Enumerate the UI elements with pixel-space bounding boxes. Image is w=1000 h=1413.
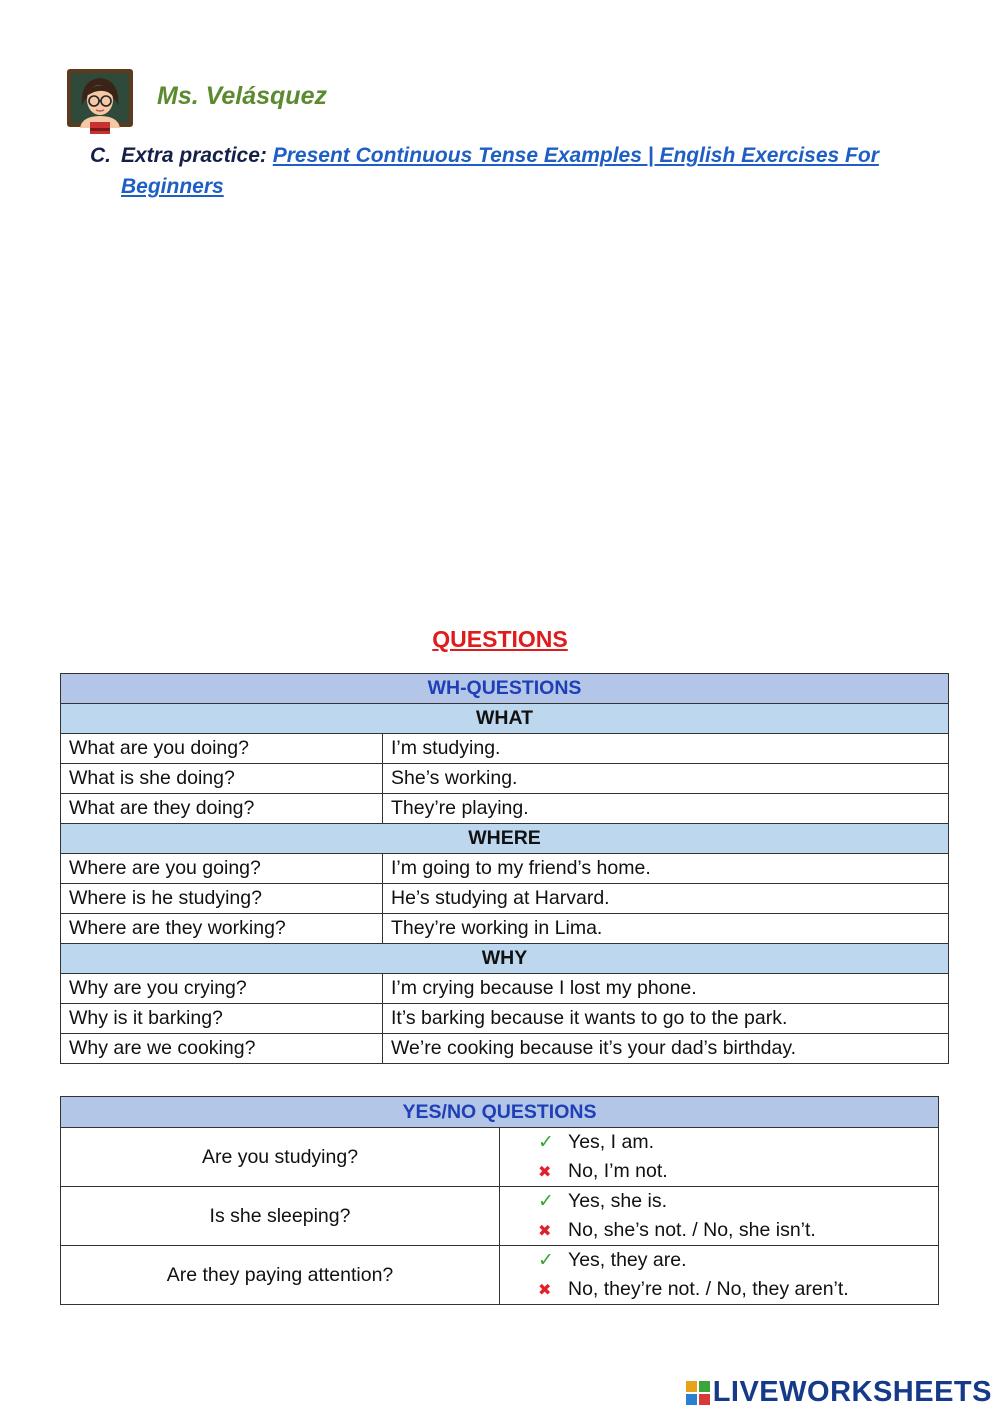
answer-cell: I’m studying.	[383, 734, 949, 764]
liveworksheets-logo	[685, 1376, 992, 1409]
table-row	[61, 794, 949, 824]
wh-table-title: WH-QUESTIONS	[61, 674, 949, 704]
section-heading-why: WHY	[61, 944, 949, 974]
question-cell: What are they doing?	[61, 794, 383, 824]
answer-cell: She’s working.	[383, 764, 949, 794]
question-cell: Where is he studying?	[61, 884, 383, 914]
yes-answer: Yes, they are.	[568, 1249, 687, 1271]
answer-cell: It’s barking because it wants to go to the park.	[383, 1004, 949, 1034]
table-row	[61, 914, 949, 944]
table-row	[61, 1004, 949, 1034]
question-cell: Why are you crying?	[61, 974, 383, 1004]
section-heading-what: WHAT	[61, 704, 949, 734]
yn-table-title: YES/NO QUESTIONS	[61, 1097, 939, 1128]
cross-icon: ✖	[538, 1223, 552, 1240]
answer-cell	[500, 1128, 939, 1187]
table-row	[61, 974, 949, 1004]
question-cell: Are you studying?	[61, 1128, 500, 1187]
logo-text: LIVEWORKSHEETS	[712, 1376, 992, 1408]
yes-answer: Yes, I am.	[568, 1131, 654, 1153]
table-row	[61, 1187, 939, 1246]
answer-cell	[500, 1187, 939, 1246]
answer-cell: I’m crying because I lost my phone.	[383, 974, 949, 1004]
question-cell: Are they paying attention?	[61, 1246, 500, 1305]
table-row	[61, 1128, 939, 1187]
wh-questions-table	[60, 673, 949, 1064]
table-row	[61, 1034, 949, 1064]
teacher-avatar-icon	[64, 66, 136, 138]
questions-title: QUESTIONS	[432, 626, 568, 652]
list-letter: C.	[90, 144, 111, 167]
no-answer: No, they’re not. / No, they aren’t.	[568, 1278, 849, 1300]
question-cell: Where are you going?	[61, 854, 383, 884]
extra-practice-link[interactable]: Present Continuous Tense Examples | English Exercises For Beginners	[121, 144, 879, 198]
answer-cell	[500, 1246, 939, 1305]
answer-cell: I’m going to my friend’s home.	[383, 854, 949, 884]
answer-cell: They’re playing.	[383, 794, 949, 824]
question-cell: Is she sleeping?	[61, 1187, 500, 1246]
question-cell: Where are they working?	[61, 914, 383, 944]
question-cell: Why are we cooking?	[61, 1034, 383, 1064]
table-row	[61, 854, 949, 884]
check-icon: ✓	[538, 1132, 554, 1153]
table-row	[61, 1246, 939, 1305]
cross-icon: ✖	[538, 1164, 552, 1181]
answer-cell: They’re working in Lima.	[383, 914, 949, 944]
question-cell: What are you doing?	[61, 734, 383, 764]
no-answer: No, I’m not.	[568, 1160, 668, 1182]
check-icon: ✓	[538, 1191, 554, 1212]
cross-icon: ✖	[538, 1282, 552, 1299]
check-icon: ✓	[538, 1250, 554, 1271]
section-heading-where: WHERE	[61, 824, 949, 854]
table-row	[61, 884, 949, 914]
logo-mark-icon	[685, 1380, 711, 1406]
yes-answer: Yes, she is.	[568, 1190, 668, 1212]
table-row	[61, 734, 949, 764]
answer-cell: He’s studying at Harvard.	[383, 884, 949, 914]
table-row	[61, 764, 949, 794]
question-cell: What is she doing?	[61, 764, 383, 794]
no-answer: No, she’s not. / No, she isn’t.	[568, 1219, 816, 1241]
answer-cell: We’re cooking because it’s your dad’s birthday.	[383, 1034, 949, 1064]
extra-practice-label: Extra practice:	[121, 144, 267, 167]
yes-no-questions-table	[60, 1096, 939, 1305]
teacher-name: Ms. Velásquez	[157, 82, 327, 110]
question-cell: Why is it barking?	[61, 1004, 383, 1034]
